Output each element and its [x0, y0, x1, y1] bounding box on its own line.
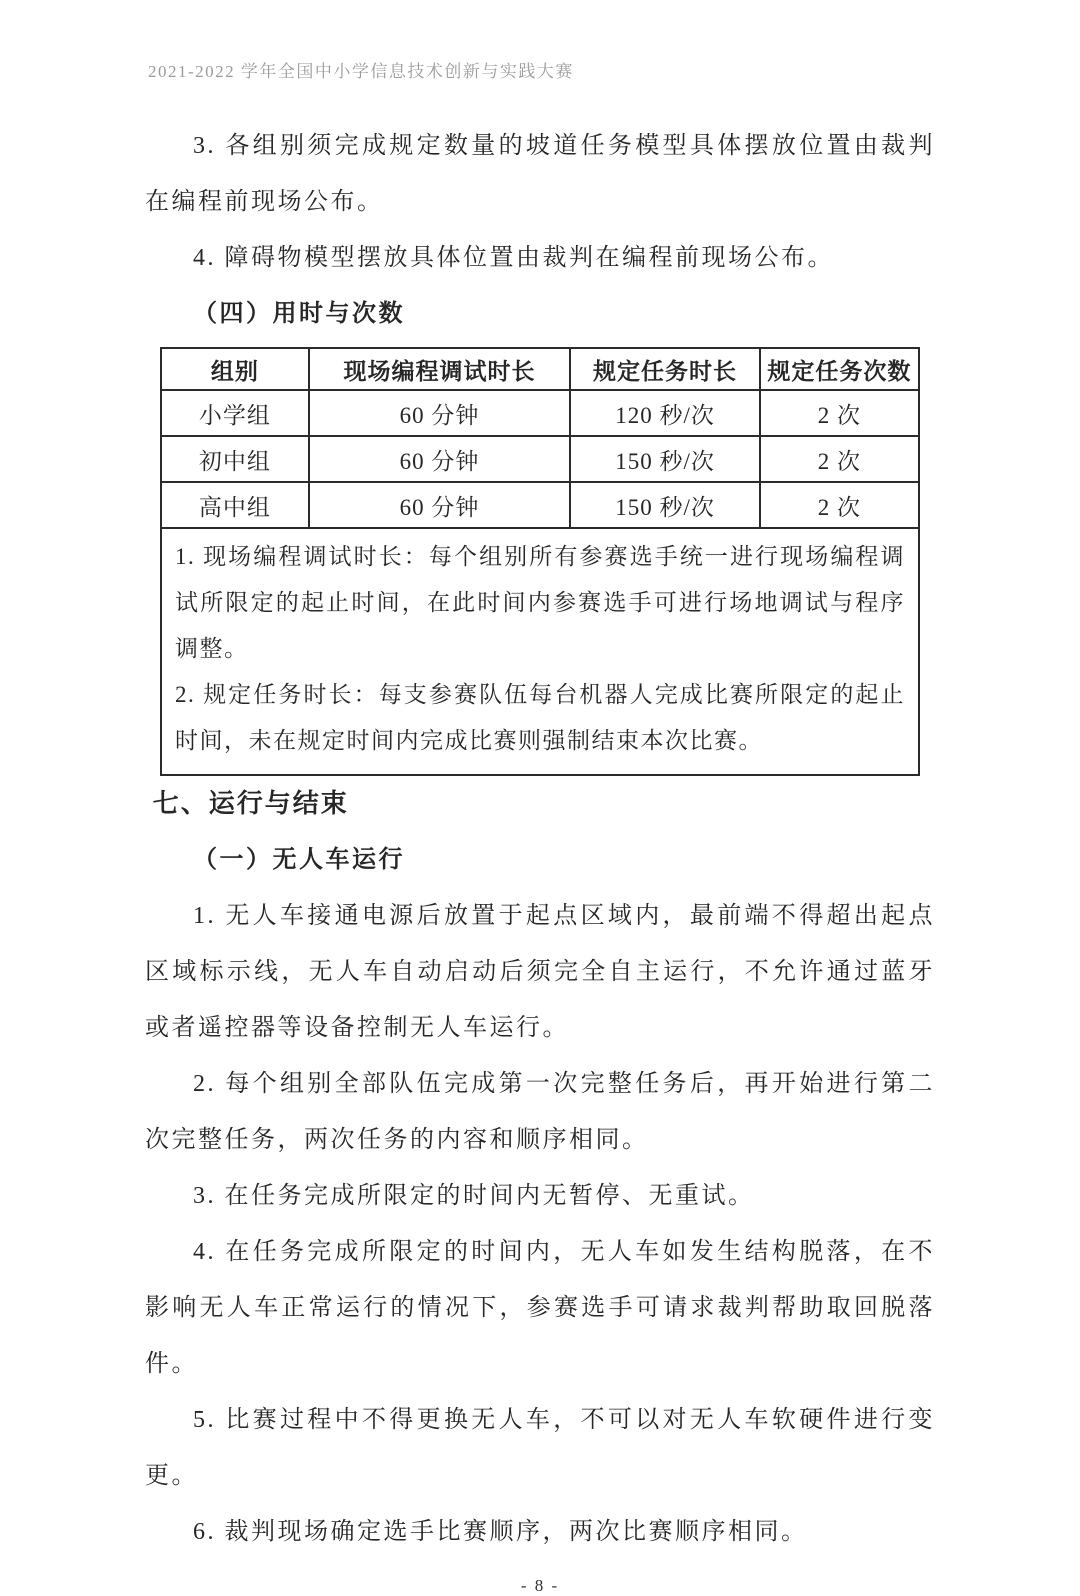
- table-header-group: [161, 348, 919, 390]
- table-body-group: [161, 390, 919, 775]
- subsection-heading-one-vehicle-operation: （一）无人车运行: [193, 847, 405, 873]
- paragraph-run-6-match-order: 6. 裁判现场确定选手比赛顺序，两次比赛顺序相同。: [193, 1519, 808, 1545]
- header-cell-task-duration: 规定任务时长: [570, 348, 760, 390]
- cell-senior-task-duration: 150 秒/次: [570, 482, 760, 528]
- cell-junior-programming-duration: 60 分钟: [309, 436, 571, 482]
- cell-senior-group: 高中组: [161, 482, 309, 528]
- document-header-title: 2021-2022 学年全国中小学信息技术创新与实践大赛: [148, 62, 574, 81]
- schedule-table: [160, 347, 920, 776]
- cell-primary-programming-duration: 60 分钟: [309, 390, 571, 436]
- paragraph-run-1-power-on-start-zone: 1. 无人车接通电源后放置于起点区域内，最前端不得超出起点区域标示线，无人车自动启动后须完全自主运行，不允许通过蓝牙或者遥控器等设备控制无人车运行。: [145, 903, 935, 1041]
- paragraph-run-5-no-vehicle-swap: 5. 比赛过程中不得更换无人车，不可以对无人车软硬件进行变更。: [145, 1407, 935, 1489]
- note-programming-duration-definition: 1. 现场编程调试时长：每个组别所有参赛选手统一进行现场编程调试所限定的起止时间，在此时间内参赛选手可进行场地调试与程序调整。: [175, 544, 905, 661]
- table-row-senior-high: [161, 482, 919, 528]
- table-row-primary-school: [161, 390, 919, 436]
- table-notes-cell: [161, 528, 919, 775]
- table-row-junior-high: [161, 436, 919, 482]
- section-heading-four-time-and-attempts: （四）用时与次数: [193, 301, 405, 327]
- header-cell-group: 组别: [161, 348, 309, 390]
- paragraph-obstacle-placement: 4. 障碍物模型摆放具体位置由裁判在编程前现场公布。: [193, 245, 834, 271]
- cell-primary-task-duration: 120 秒/次: [570, 390, 760, 436]
- note-task-duration-definition: 2. 规定任务时长：每支参赛队伍每台机器人完成比赛所限定的起止时间，未在规定时间内完成比赛则强制结束本次比赛。: [175, 682, 905, 753]
- table-header-row: [161, 348, 919, 390]
- paragraph-ramp-placement: 3. 各组别须完成规定数量的坡道任务模型具体摆放位置由裁判在编程前现场公布。: [145, 133, 935, 215]
- cell-junior-group: 初中组: [161, 436, 309, 482]
- cell-junior-attempts: 2 次: [760, 436, 919, 482]
- cell-senior-programming-duration: 60 分钟: [309, 482, 571, 528]
- document-body: [145, 118, 935, 1560]
- paragraph-run-2-second-full-task: 2. 每个组别全部队伍完成第一次完整任务后，再开始进行第二次完整任务，两次任务的内容和顺序相同。: [145, 1071, 935, 1153]
- cell-primary-attempts: 2 次: [760, 390, 919, 436]
- paragraph-run-3-no-pause-no-retry: 3. 在任务完成所限定的时间内无暂停、无重试。: [193, 1183, 755, 1209]
- page-number: - 8 -: [520, 1576, 560, 1595]
- section-heading-seven-run-and-finish: 七、运行与结束: [152, 789, 349, 818]
- schedule-table-container: [160, 347, 920, 776]
- document-page: [0, 60, 1080, 1595]
- cell-senior-attempts: 2 次: [760, 482, 919, 528]
- cell-primary-group: 小学组: [161, 390, 309, 436]
- table-notes-row: [161, 528, 919, 775]
- paragraph-run-4-structural-detachment: 4. 在任务完成所限定的时间内，无人车如发生结构脱落，在不影响无人车正常运行的情况下，参赛选手可请求裁判帮助取回脱落件。: [145, 1239, 935, 1377]
- cell-junior-task-duration: 150 秒/次: [570, 436, 760, 482]
- header-cell-task-attempts: 规定任务次数: [760, 348, 919, 390]
- header-cell-onsite-programming-duration: 现场编程调试时长: [309, 348, 571, 390]
